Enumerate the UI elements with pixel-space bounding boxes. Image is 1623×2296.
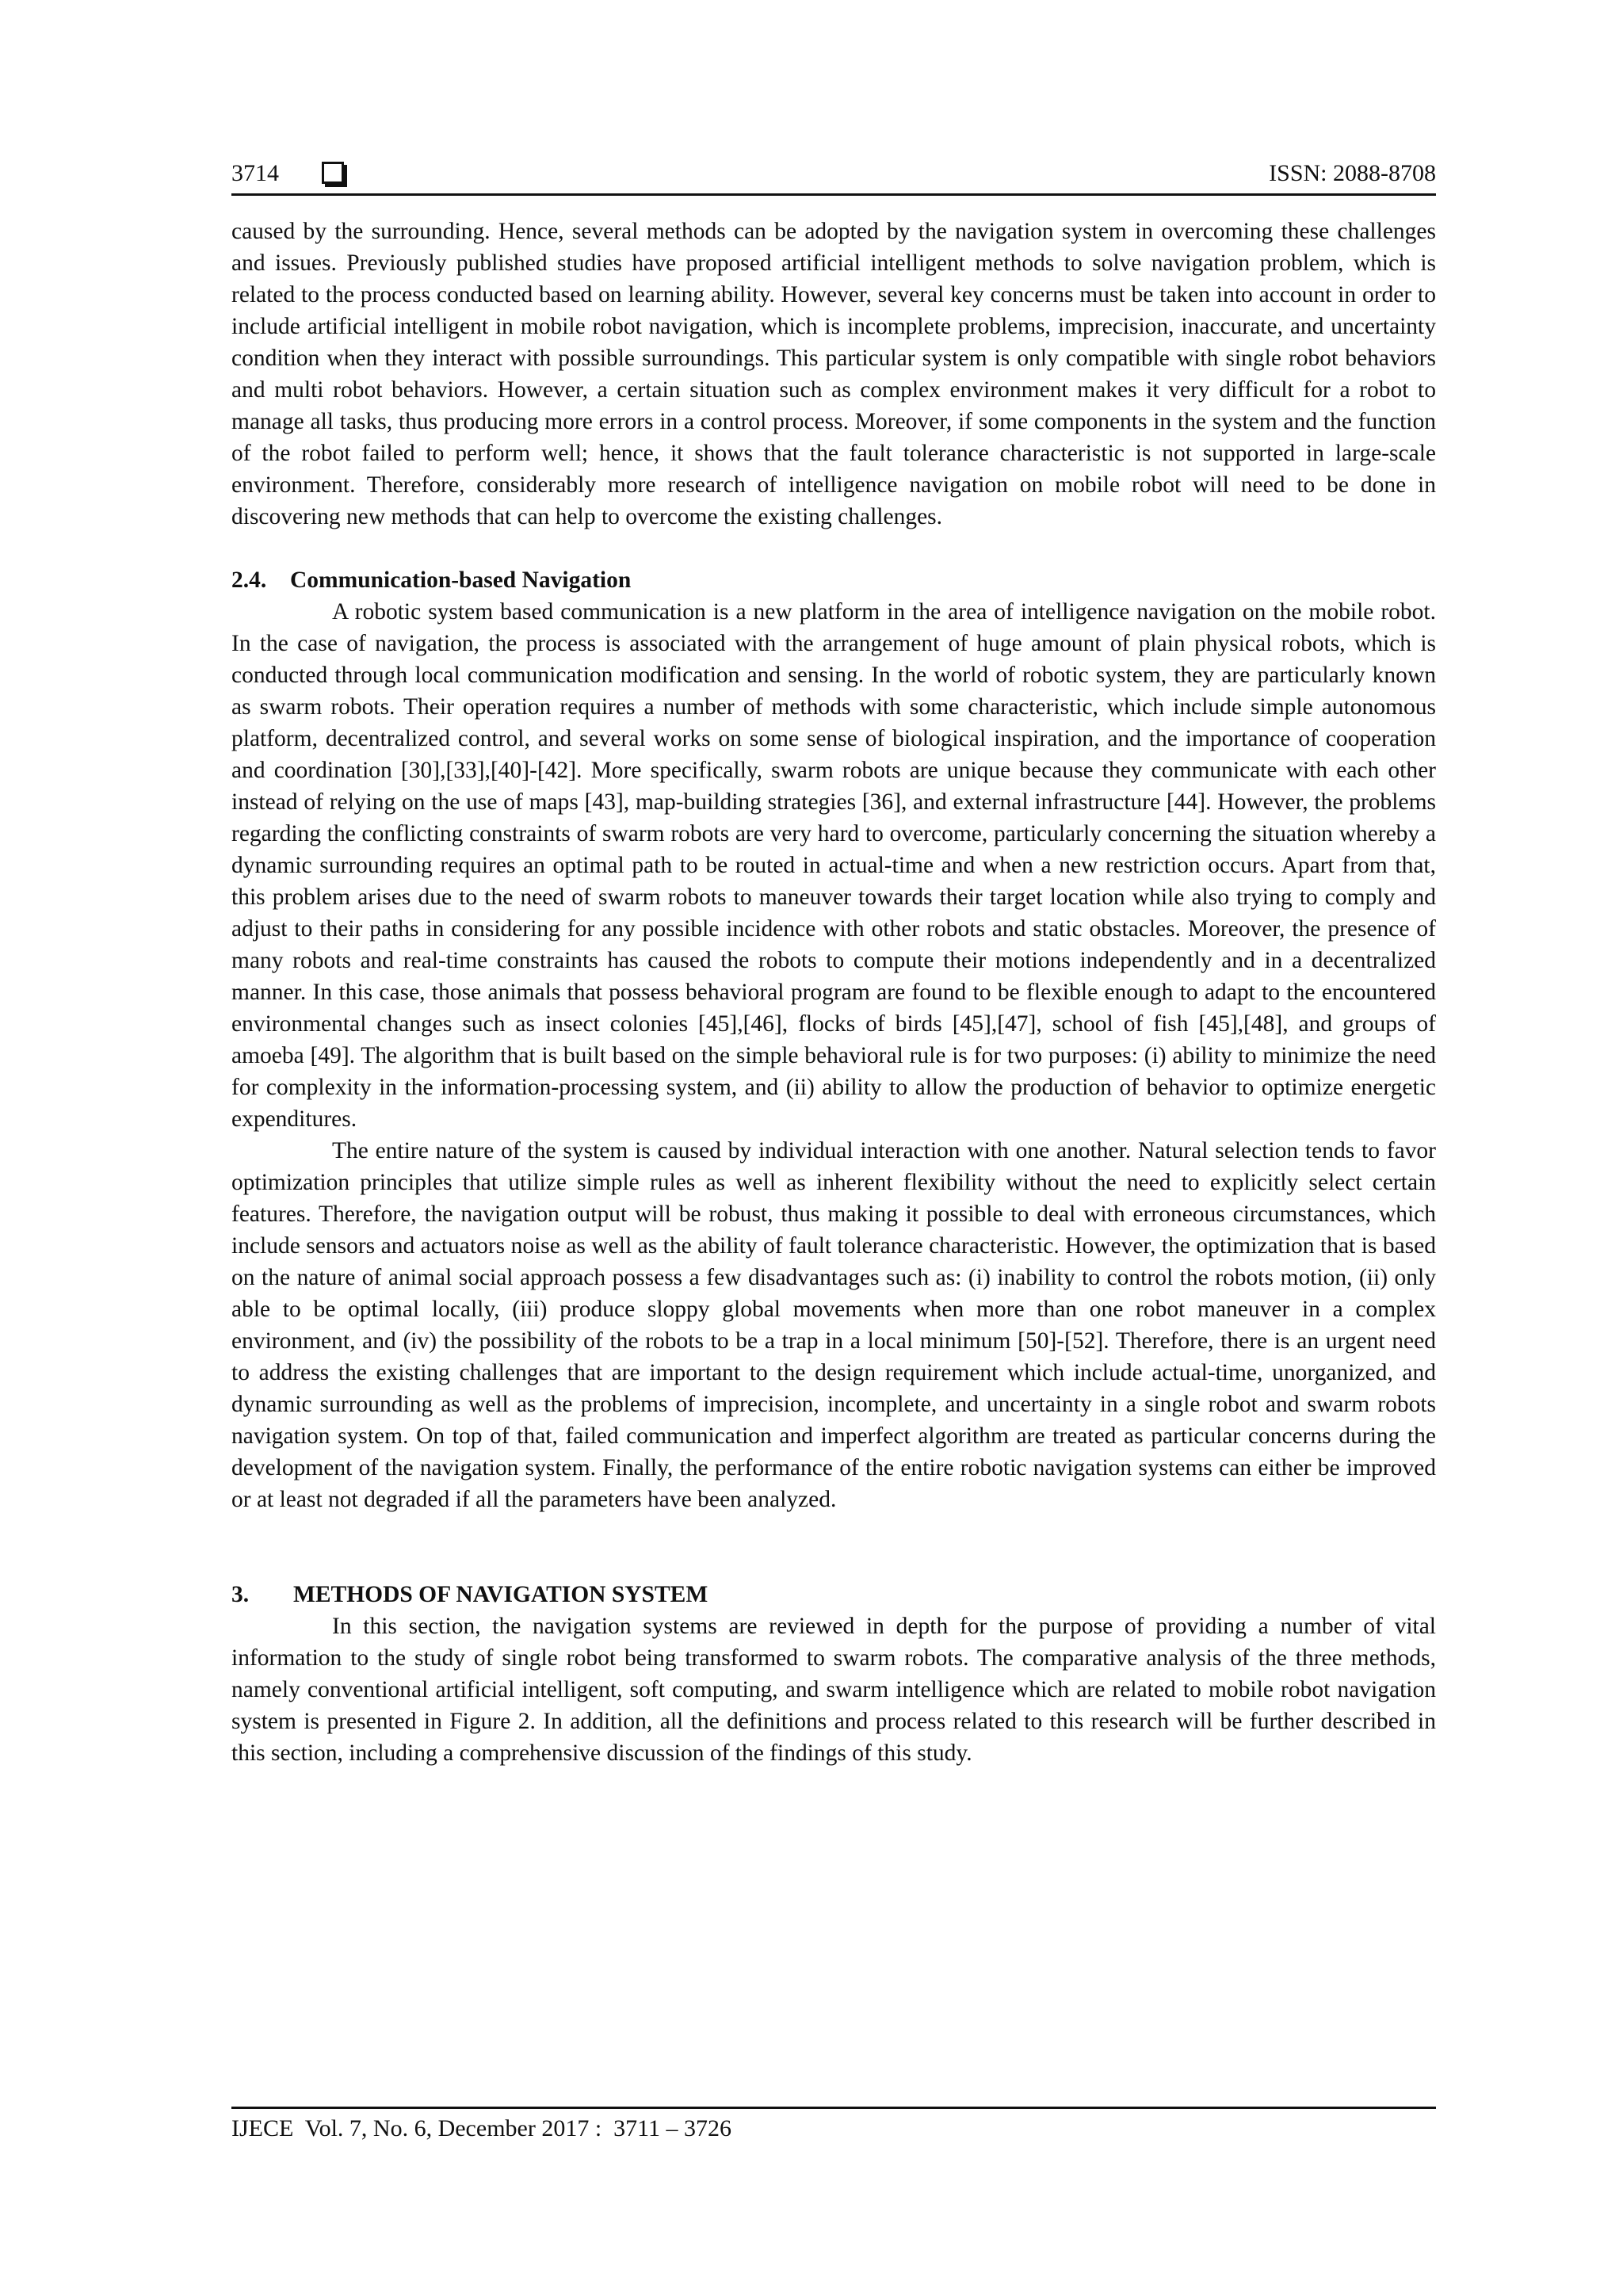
- section-3-heading: [231, 1579, 1436, 1610]
- page-number: 3714: [231, 160, 279, 186]
- section-number: 2.4.: [231, 567, 267, 593]
- footer-rule: [231, 2107, 1436, 2109]
- section-2-4-paragraph-2: The entire nature of the system is caused by individual interaction with one another. Natural selection tends to favor optimization principles that utilize simple rules as well as inherent flexibility without the need to explicitly select certain features. Therefore, the navigation output will be robust, thus making it possible to deal with erroneous circumstances, which include sensors and actuators noise as well as the ability of fault tolerance characteristic. However, the optimization that is based on the nature of animal social approach possess a few disadvantages such as: (i) inability to control the robots motion, (ii) only able to be optimal locally, (iii) produce sloppy global movements when more than one robot maneuver in a complex environment, and (iv) the possibility of the robots to be a trap in a local minimum [50]-[52]. Therefore, there is an urgent need to address the existing challenges that are important to the design requirement which include actual-time, unorganized, and dynamic surrounding as well as the problems of imprecision, incomplete, and uncertainty in a single robot and swarm robots navigation system. On top of that, failed communication and imperfect algorithm are treated as particular concerns during the development of the navigation system. Finally, the performance of the entire robotic navigation systems can either be improved or at least not degraded if all the parameters have been analyzed.: [231, 1138, 1436, 1512]
- section-2-4-heading: [231, 564, 1436, 596]
- section-title: Communication-based Navigation: [290, 567, 632, 593]
- issn-label: ISSN: 2088-8708: [1269, 160, 1436, 186]
- section-3-paragraph-1: In this section, the navigation systems are reviewed in depth for the purpose of providing a number of vital information to the study of single robot being transformed to swarm robots. The comparative analysis of the three methods, namely conventional artificial intelligent, soft computing, and swarm intelligence which are related to mobile robot navigation system is presented in Figure 2. In addition, all the definitions and process related to this research will be further described in this section, including a comprehensive discussion of the findings of this study.: [231, 1614, 1436, 1766]
- checkbox-square-icon: [322, 162, 344, 184]
- section-title: METHODS OF NAVIGATION SYSTEM: [293, 1582, 708, 1607]
- section-number: 3.: [231, 1582, 250, 1607]
- spacer: [231, 533, 1436, 564]
- section-2-4-paragraph-1: A robotic system based communication is a new platform in the area of intelligence navigation on the mobile robot. In the case of navigation, the process is associated with the arrangement of huge amount of plain physical robots, which is conducted through local communication modification and sensing. In the world of robotic system, they are particularly known as swarm robots. Their operation requires a number of methods with some characteristic, which include simple autonomous platform, decentralized control, and several works on some sense of biological inspiration, and the importance of cooperation and coordination [30],[33],[40]-[42]. More specifically, swarm robots are unique because they communicate with each other instead of relying on the use of maps [43], map-building strategies [36], and external infrastructure [44]. However, the problems regarding the conflicting constraints of swarm robots are very hard to overcome, particularly concerning the situation whereby a dynamic surrounding requires an optimal path to be routed in actual-time and when a new restriction occurs. Apart from that, this problem arises due to the need of swarm robots to maneuver towards their target location while also trying to comply and adjust to their paths in considering for any possible incidence with other robots and static obstacles. Moreover, the presence of many robots and real-time constraints has caused the robots to compute their motions independently and in a decentralized manner. In this case, those animals that possess behavioral program are found to be flexible enough to adapt to the encountered environmental changes such as insect colonies [45],[46], flocks of birds [45],[47], school of fish [45],[48], and groups of amoeba [49]. The algorithm that is built based on the simple behavioral rule is for two purposes: (i) ability to minimize the need for complexity in the information-processing system, and (ii) ability to allow the production of behavior to optimize energetic expenditures.: [231, 599, 1436, 1132]
- header-rule: [231, 193, 1436, 196]
- page-body: [231, 216, 1436, 1769]
- intro-paragraph: caused by the surrounding. Hence, several methods can be adopted by the navigation system in overcoming these challenges and issues. Previously published studies have proposed artificial intelligent methods to solve navigation problem, which is related to the process conducted based on learning ability. However, several key concerns must be taken into account in order to include artificial intelligent in mobile robot navigation, which is incomplete problems, imprecision, inaccurate, and uncertainty condition when they interact with possible surroundings. This particular system is only compatible with single robot behaviors and multi robot behaviors. However, a certain situation such as complex environment makes it very difficult for a robot to manage all tasks, thus producing more errors in a control process. Moreover, if some components in the system and the function of the robot failed to perform well; hence, it shows that the fault tolerance characteristic is not supported in large-scale environment. Therefore, considerably more research of intelligence navigation on mobile robot will need to be done in discovering new methods that can help to overcome the existing challenges.: [231, 219, 1436, 529]
- journal-citation-footer: IJECE Vol. 7, No. 6, December 2017 : 3711 – 3726: [231, 2115, 732, 2141]
- spacer: [231, 1515, 1436, 1579]
- running-header: [231, 155, 1436, 192]
